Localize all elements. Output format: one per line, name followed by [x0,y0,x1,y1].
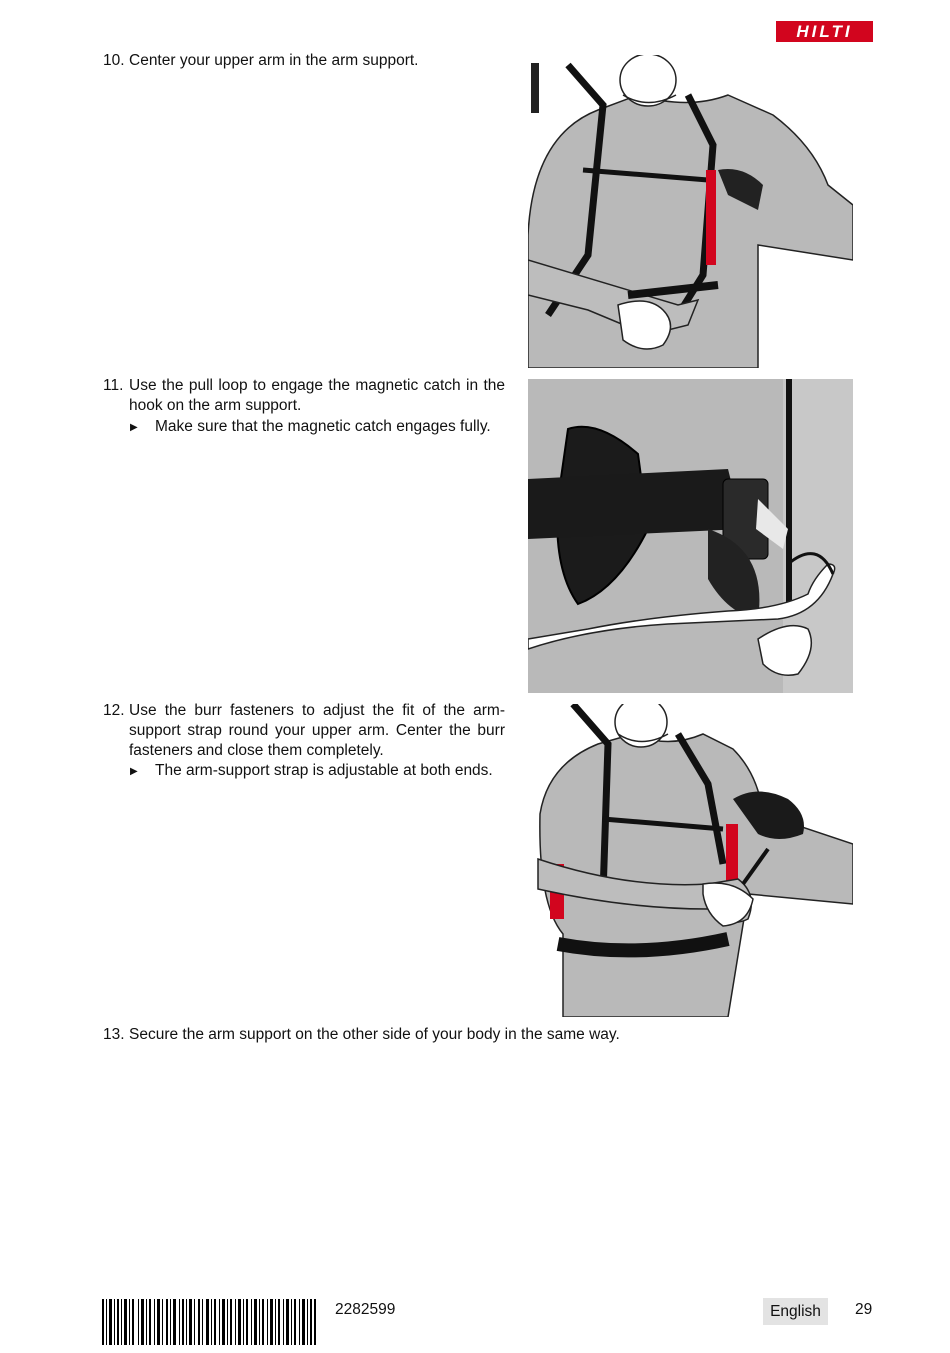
barcode [102,1299,316,1345]
bullet-arrow-icon: ▶ [130,766,138,777]
step-12 [103,701,505,761]
note-text: Make sure that the magnetic catch engages fully. [155,418,491,435]
step-11 [103,376,505,416]
bullet-arrow-icon: ▶ [130,422,138,433]
language-label: English [763,1298,828,1325]
step-text: Center your upper arm in the arm support. [129,52,419,69]
step-number: 10. [103,52,125,69]
step-number: 12. [103,702,125,719]
figure-magnetic-catch [528,379,853,693]
note-text: The arm-support strap is adjustable at both ends. [155,762,493,779]
step-10 [103,51,505,71]
step-11-note [103,417,505,437]
step-text: Use the pull loop to engage the magnetic catch in the hook on the arm support. [129,377,505,414]
step-number: 13. [103,1026,125,1043]
step-12-note [103,761,505,781]
step-text: Secure the arm support on the other side of your body in the same way. [129,1026,620,1043]
page-number: 29 [855,1301,873,1318]
step-text: Use the burr fasteners to adjust the fit of the arm-support strap round your upper arm. Center the burr fasteners and close them completely. [129,702,505,759]
figure-center-arm [528,55,853,368]
step-13 [103,1025,803,1045]
document-number: 2282599 [335,1301,396,1318]
hilti-logo: HILTI [776,21,873,42]
step-number: 11. [103,377,124,394]
figure-burr-fasteners [528,704,853,1017]
